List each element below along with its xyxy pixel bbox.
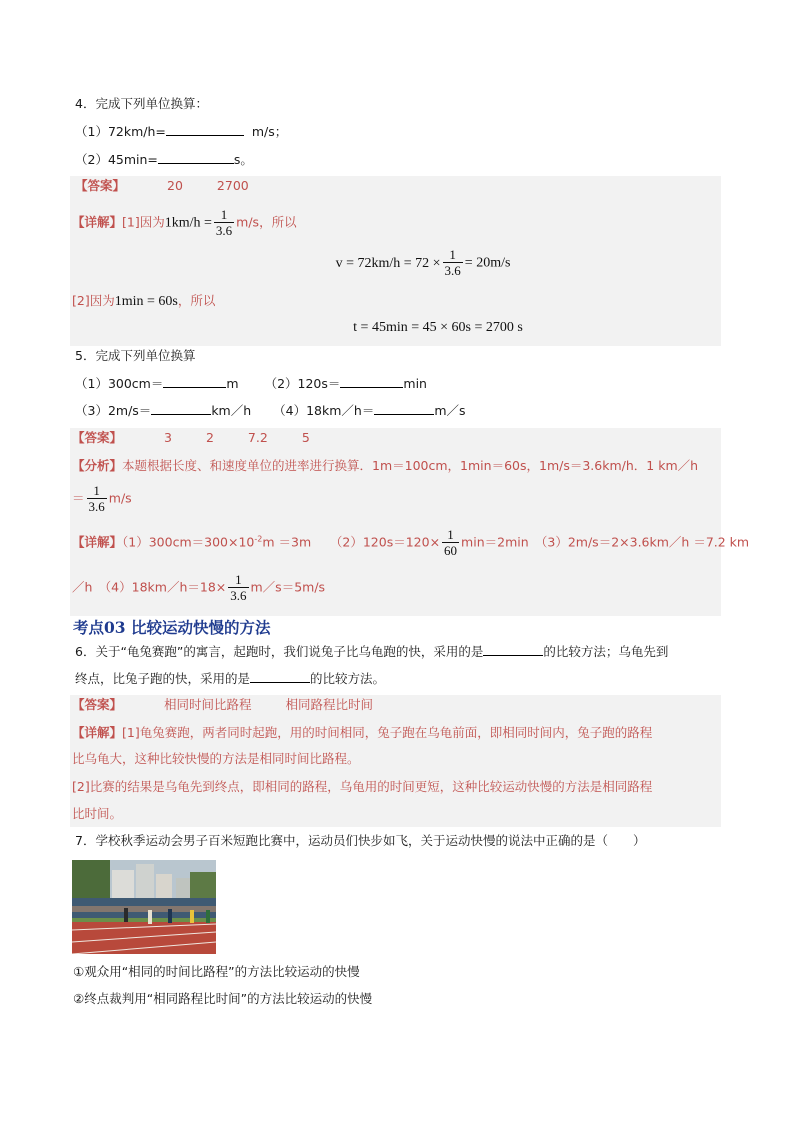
- q6-detail-4: 比时间。: [72, 806, 123, 821]
- q4-line1: （1）72km/h= m/s；: [75, 124, 288, 139]
- answer-blank: [250, 669, 310, 683]
- q5-detail-2: ／h （4）18km／h＝18× $\frac{1}{3.6}$ m／s＝5m/s: [72, 572, 326, 603]
- q4-detail-1: 【详解】[1]因为1km/h = $\frac{1}{3.6}$ m/s，所以: [72, 207, 297, 238]
- q4-equation-2: t = 45min = 45 × 60s = 2700 s: [353, 320, 523, 335]
- q7-title: 7．学校秋季运动会男子百米短跑比赛中，运动员们快步如飞，关于运动快慢的说法中正确的是（ ）: [75, 833, 646, 848]
- answer-blank: [163, 374, 226, 388]
- q6-answer: 【答案】 相同时间比路程 相同路程比时间: [72, 697, 374, 712]
- q6-detail-1: 【详解】[1]龟兔赛跑，两者同时起跑，用的时间相同，兔子跑在乌龟前面，即相同时间内，兔子跑的路程: [72, 725, 653, 740]
- q5-answer: 【答案】 3 2 7.2 5: [72, 430, 310, 445]
- sprint-race-photo: [72, 860, 216, 954]
- q6-detail-3: [2]比赛的结果是乌龟先到终点，即相同的路程，乌龟用的时间更短，这种比较运动快慢的方法是相同路程: [72, 779, 653, 794]
- q6-line2: 终点，比兔子跑的快，采用的是 的比较方法。: [75, 671, 386, 686]
- answer-blank: [166, 122, 244, 136]
- answer-blank: [340, 374, 403, 388]
- q5-line2: （3）2m/s＝ km／h （4）18km／h＝ m／s: [75, 403, 466, 418]
- q4-equation-1: v = 72km/h = 72 × $\frac{1}{3.6}$ = 20m/s: [335, 247, 511, 278]
- answer-blank: [158, 150, 234, 164]
- q6-detail-2: 比乌龟大，这种比较快慢的方法是相同时间比路程。: [72, 751, 360, 766]
- section-heading: 考点03 比较运动快慢的方法: [73, 618, 271, 637]
- answer-blank: [374, 401, 434, 415]
- q4-title: 4．完成下列单位换算：: [75, 96, 208, 111]
- q5-analysis-1: 【分析】本题根据长度、和速度单位的进率进行换算．1m＝100cm，1min＝60s，1m/s＝3.6km/h．1 km／h: [72, 458, 699, 473]
- q7-option-1: ①观众用“相同的时间比路程”的方法比较运动的快慢: [73, 964, 360, 979]
- answer-blank: [151, 401, 211, 415]
- q4-line2: （2）45min= s。: [75, 152, 253, 167]
- q7-option-2: ②终点裁判用“相同路程比时间”的方法比较运动的快慢: [73, 991, 373, 1006]
- answer-blank: [483, 642, 543, 656]
- q6-line1: 6．关于“龟兔赛跑”的寓言，起跑时，我们说兔子比乌龟跑的快，采用的是 的比较方法；乌龟先到: [75, 644, 669, 659]
- q4-detail-2: [2]因为1min = 60s，所以: [72, 293, 216, 309]
- q4-answer: 【答案】 20 2700: [75, 178, 249, 193]
- q5-detail-1: 【详解】$(1)300cm=300\times 10^{-2}m =3m$ （2）120s＝120× $\frac{1}{60}$ min＝2min （3）2m/s＝2×3.6km／h ＝7.2 km: [72, 527, 750, 558]
- q5-line1: （1）300cm＝ m （2）120s＝ min: [75, 376, 427, 391]
- q5-analysis-2: ＝ $\frac{1}{3.6}$ m/s: [72, 483, 132, 514]
- q5-title: 5．完成下列单位换算: [75, 348, 196, 363]
